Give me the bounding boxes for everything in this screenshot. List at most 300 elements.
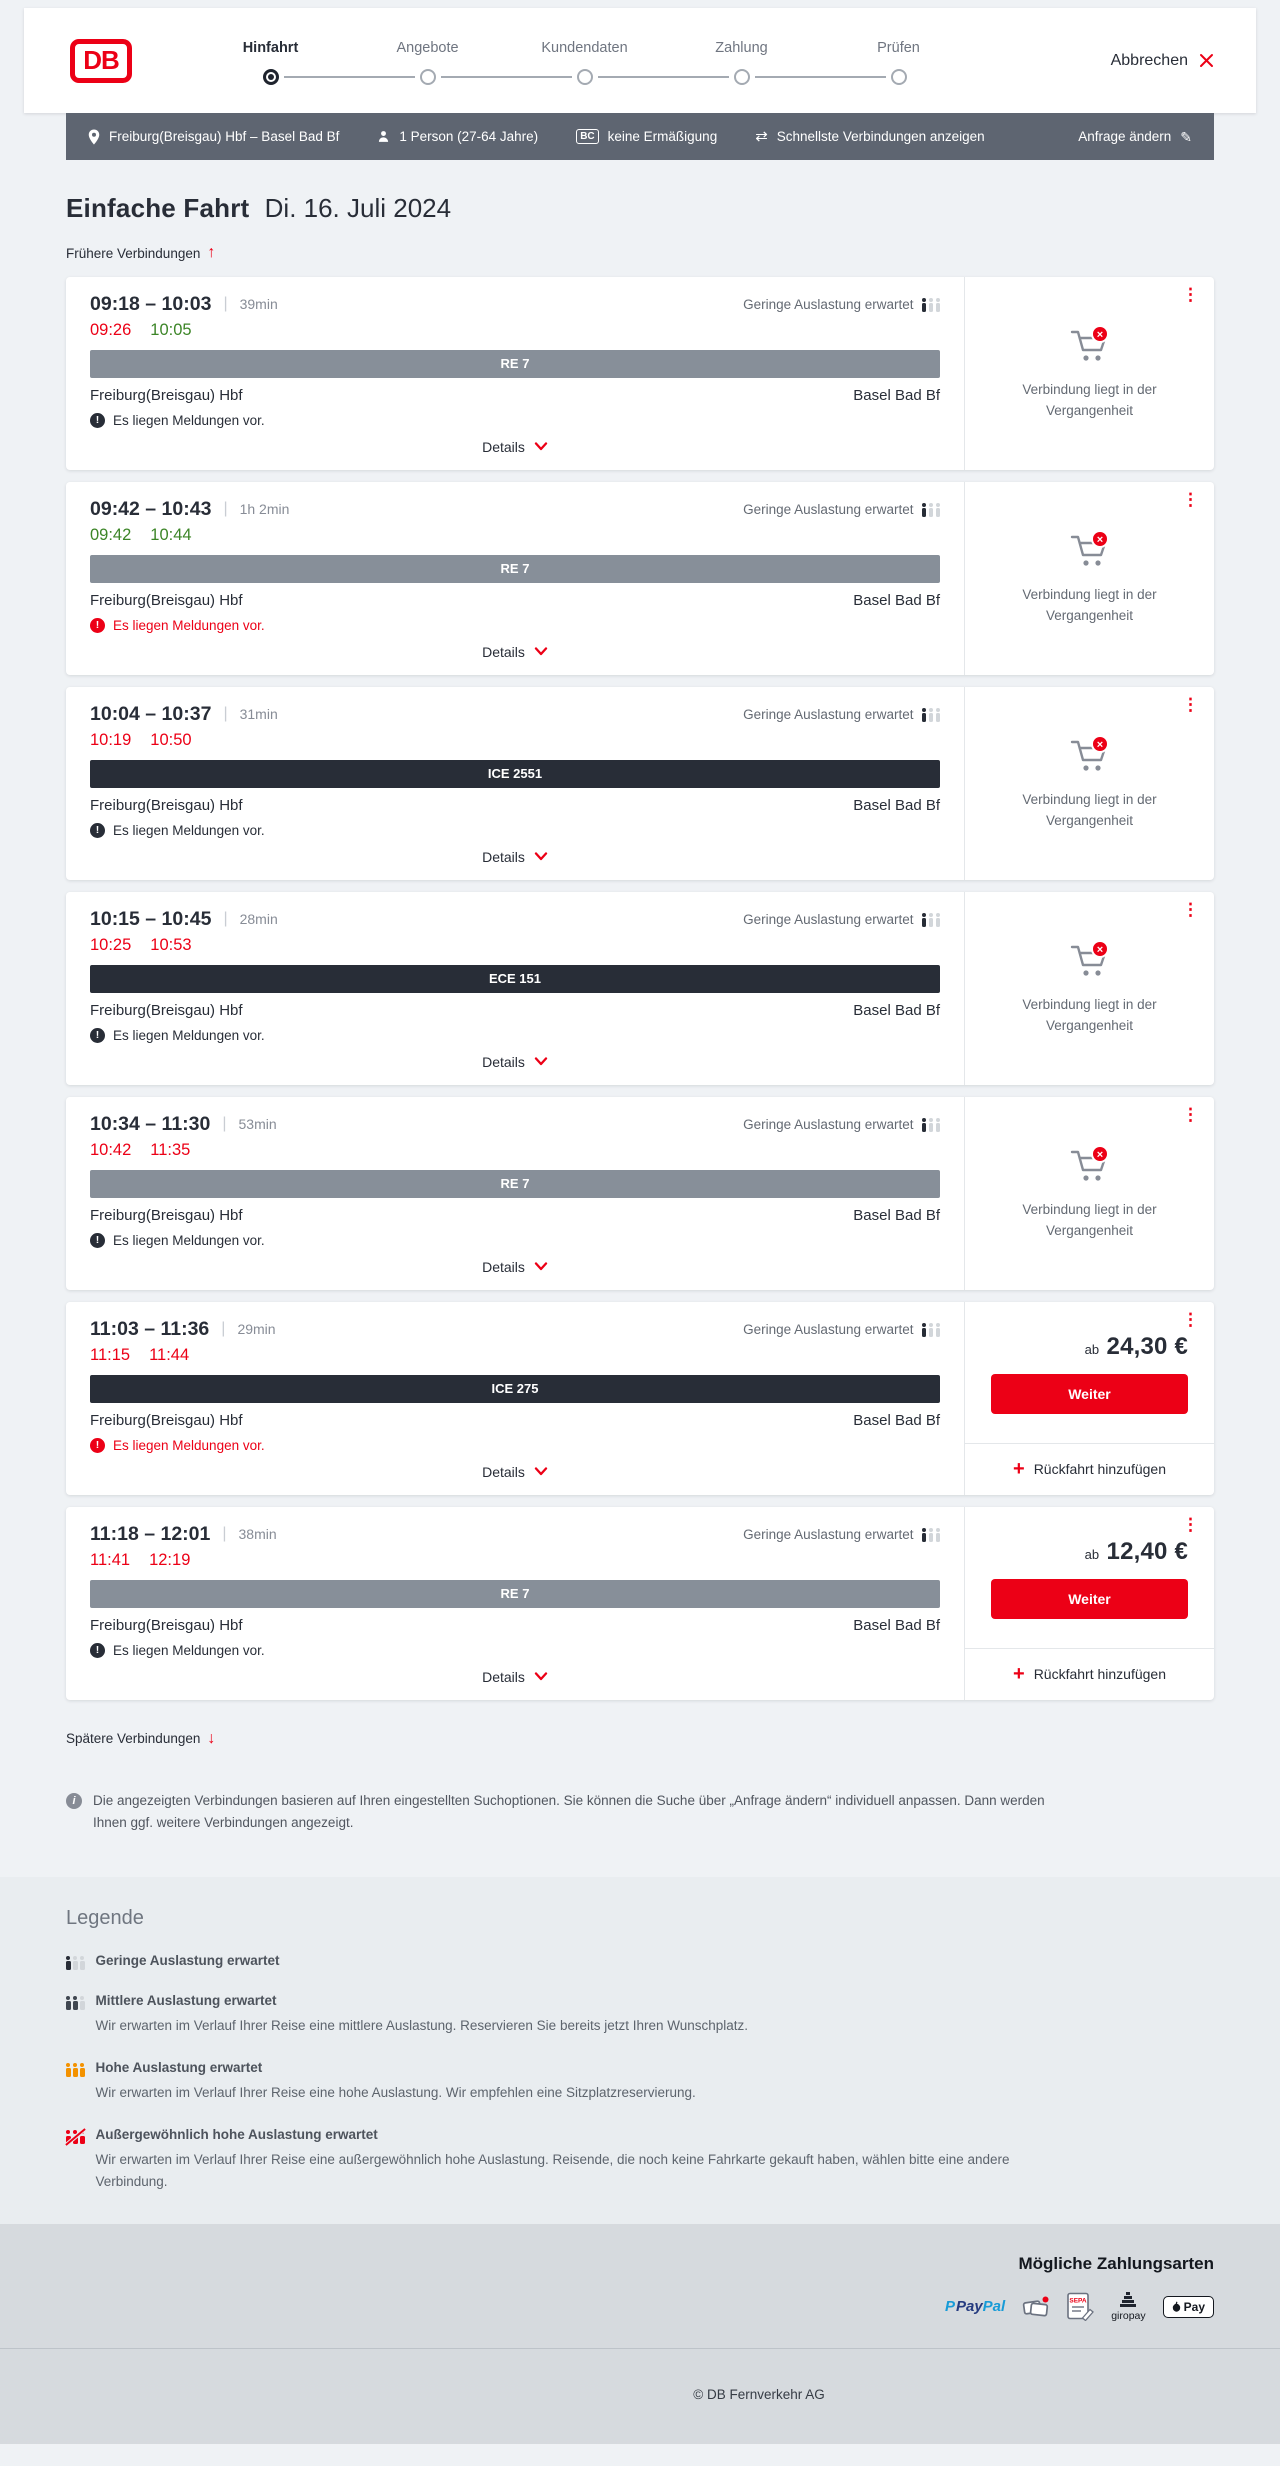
connection-card <box>66 687 1214 880</box>
step-label: Hinfahrt <box>242 40 299 56</box>
occupancy-persons-icon <box>922 707 941 722</box>
connection-card-main <box>66 482 964 675</box>
legend-text <box>96 2127 1016 2194</box>
stepper-step[interactable] <box>663 40 820 85</box>
separator: | <box>223 295 228 312</box>
scheduled-times: 10:15 – 10:45 <box>90 907 212 930</box>
duration: 38min <box>238 1526 277 1542</box>
duration: 1h 2min <box>239 501 290 517</box>
later-connections-label: Spätere Verbindungen <box>66 1731 201 1746</box>
service-message-text: Es liegen Meldungen vor. <box>113 617 265 633</box>
train-name: RE 7 <box>500 1176 530 1191</box>
stations-row <box>90 797 940 814</box>
past-connection-panel <box>965 687 1214 880</box>
legend-label: Hohe Auslastung erwartet <box>95 2059 263 2075</box>
details-label: Details <box>482 1668 525 1685</box>
alert-icon: ! <box>90 1643 105 1658</box>
realtime-arrival: 10:44 <box>150 525 192 544</box>
more-options-button[interactable]: ⋮ <box>1182 899 1199 919</box>
alert-icon: ! <box>90 413 105 428</box>
payment-section <box>0 2224 1280 2348</box>
connection-card <box>66 892 1214 1085</box>
time-row <box>90 498 940 521</box>
stations-row <box>90 592 940 609</box>
details-toggle[interactable] <box>90 849 940 865</box>
scheduled-times: 09:42 – 10:43 <box>90 497 212 520</box>
scheduled-times: 09:18 – 10:03 <box>90 292 212 315</box>
cart-unavailable-icon <box>1067 734 1113 776</box>
connection-card-main <box>66 1302 964 1495</box>
legend-label: Geringe Auslastung erwartet <box>95 1952 280 1968</box>
discount-text: keine Ermäßigung <box>607 129 718 144</box>
add-return-button[interactable] <box>965 1443 1214 1495</box>
price-prefix: ab <box>1084 1546 1100 1562</box>
realtime-arrival: 10:53 <box>150 935 192 954</box>
occupancy-persons-icon <box>922 1322 941 1337</box>
legend-description: Wir erwarten im Verlauf Ihrer Reise eine mittlere Auslastung. Reservieren Sie bereits jetzt Ihren Wunschplatz. <box>95 2017 749 2033</box>
cart-unavailable-icon <box>1067 939 1113 981</box>
connection-card-side <box>964 892 1214 1085</box>
stepper <box>192 40 977 85</box>
service-message-text: Es liegen Meldungen vor. <box>113 822 265 838</box>
creditcard-icon <box>1022 2295 1050 2319</box>
details-label: Details <box>482 643 525 660</box>
more-options-button[interactable]: ⋮ <box>1182 1309 1199 1329</box>
legend-section <box>0 1877 1280 2224</box>
legend-item <box>66 1953 1214 1970</box>
price-value: 24,30 € <box>1106 1332 1188 1360</box>
price-line <box>965 1538 1214 1566</box>
destination-station: Basel Bad Bf <box>853 386 940 404</box>
connection-card-side <box>964 277 1214 470</box>
stations-row <box>90 387 940 404</box>
continue-button[interactable]: Weiter <box>991 1579 1188 1619</box>
details-label: Details <box>482 1258 525 1275</box>
svg-text:×: × <box>1096 1149 1103 1162</box>
connection-card-side <box>964 1302 1214 1495</box>
stepper-step[interactable] <box>349 40 506 85</box>
occupancy-label: Geringe Auslastung erwartet <box>743 1321 914 1337</box>
scheduled-times: 11:03 – 11:36 <box>90 1317 210 1340</box>
realtime-arrival: 10:50 <box>150 730 192 749</box>
service-message-text: Es liegen Meldungen vor. <box>113 412 265 428</box>
step-circle-icon <box>263 69 279 85</box>
connection-card <box>66 1507 1214 1700</box>
service-message-text: Es liegen Meldungen vor. <box>113 1027 265 1043</box>
creditcard-logo <box>1022 2295 1050 2319</box>
route-text: Freiburg(Breisgau) Hbf – Basel Bad Bf <box>109 129 340 144</box>
time-row <box>90 1113 940 1136</box>
destination-station: Basel Bad Bf <box>853 591 940 609</box>
price-panel <box>965 1507 1214 1700</box>
service-message-text: Es liegen Meldungen vor. <box>113 1642 265 1658</box>
service-message <box>90 1233 940 1248</box>
origin-station: Freiburg(Breisgau) Hbf <box>90 796 243 814</box>
occupancy-label: Geringe Auslastung erwartet <box>743 296 914 312</box>
realtime-row <box>90 526 940 545</box>
connection-card <box>66 277 1214 470</box>
time-row <box>90 293 940 316</box>
occupancy-indicator <box>743 1322 940 1337</box>
stepper-step[interactable] <box>192 40 349 85</box>
legend-item <box>66 2127 1214 2194</box>
db-logo[interactable]: DB <box>70 39 132 83</box>
more-options-button[interactable]: ⋮ <box>1182 1514 1199 1534</box>
legend-description: Wir erwarten im Verlauf Ihrer Reise eine hohe Auslastung. Wir empfehlen eine Sitzplatzreservierung. <box>95 2084 696 2100</box>
filter-summary <box>755 129 985 144</box>
service-message <box>90 413 940 428</box>
train-segment-bar <box>90 350 940 378</box>
destination-station: Basel Bad Bf <box>853 1411 940 1429</box>
legend-text <box>96 1993 749 2037</box>
origin-station: Freiburg(Breisgau) Hbf <box>90 591 243 609</box>
realtime-departure: 09:42 <box>90 525 132 544</box>
giropay-icon <box>1120 2292 1136 2308</box>
details-label: Details <box>482 1053 525 1070</box>
duration: 31min <box>239 706 278 722</box>
plus-icon: + <box>1013 1458 1025 1480</box>
price-value: 12,40 € <box>1106 1537 1188 1565</box>
time-row <box>90 703 940 726</box>
details-label: Details <box>482 438 525 455</box>
legend-text <box>96 2060 696 2104</box>
occupancy-indicator <box>743 502 940 517</box>
giropay-logo: giropay <box>1111 2292 1145 2322</box>
earlier-connections-button[interactable] <box>66 245 215 261</box>
details-label: Details <box>482 848 525 865</box>
past-connection-panel <box>965 1097 1214 1290</box>
chevron-down-icon <box>534 442 548 451</box>
search-summary-bar <box>66 113 1214 160</box>
train-segment-bar <box>90 1170 940 1198</box>
realtime-row <box>90 936 940 955</box>
later-connections-button[interactable] <box>66 1731 215 1747</box>
occupancy-indicator <box>743 1527 940 1542</box>
edit-search-label: Anfrage ändern <box>1078 129 1172 144</box>
step-circle-icon <box>420 69 436 85</box>
occupancy-persons-icon <box>922 297 941 312</box>
arrow-down-icon: ↓ <box>207 1729 216 1747</box>
realtime-departure: 10:19 <box>90 730 132 749</box>
realtime-arrival: 10:05 <box>150 320 192 339</box>
legend-description: Wir erwarten im Verlauf Ihrer Reise eine außergewöhnlich hohe Auslastung. Reisende, die noch keine Fahrkarte gekauft haben, wählen bitte eine andere Verbindung. <box>95 2152 1010 2190</box>
svg-text:SEPA: SEPA <box>1069 2297 1087 2305</box>
occupancy-indicator <box>743 297 940 312</box>
person-icon <box>377 130 390 143</box>
info-note-text: Die angezeigten Verbindungen basieren auf Ihren eingestellten Suchoptionen. Sie können die Suche über „Anfrage ändern“ individuell anpassen. Dann werden Ihnen ggf. weitere Verbindungen angezeigt. <box>93 1793 1045 1831</box>
chevron-down-icon <box>534 1672 548 1681</box>
connection-card-side <box>964 482 1214 675</box>
train-name: RE 7 <box>500 561 530 576</box>
realtime-arrival: 11:35 <box>150 1140 191 1159</box>
stations-row <box>90 1002 940 1019</box>
realtime-departure: 10:25 <box>90 935 132 954</box>
info-icon: i <box>66 1793 82 1809</box>
swap-arrows-icon: ⇄ <box>755 128 768 145</box>
origin-station: Freiburg(Breisgau) Hbf <box>90 1206 243 1224</box>
add-return-button[interactable] <box>965 1648 1214 1700</box>
details-label: Details <box>482 1463 525 1480</box>
svg-text:×: × <box>1096 944 1103 957</box>
info-note <box>66 1790 1066 1843</box>
filter-text: Schnellste Verbindungen anzeigen <box>776 129 985 144</box>
past-connection-text: Verbindung liegt in der Vergangenheit <box>1022 997 1157 1033</box>
cancel-label: Abbrechen <box>1110 51 1188 69</box>
realtime-departure: 10:42 <box>90 1140 132 1159</box>
page-footer <box>0 2348 1280 2444</box>
train-name: ICE 2551 <box>487 766 543 781</box>
scheduled-times: 10:34 – 11:30 <box>90 1112 211 1135</box>
connection-card-main <box>66 1097 964 1290</box>
sepa-logo <box>1067 2292 1094 2321</box>
chevron-down-icon <box>534 1262 548 1271</box>
more-options-button[interactable]: ⋮ <box>1182 694 1199 714</box>
chevron-down-icon <box>534 1467 548 1476</box>
destination-station: Basel Bad Bf <box>853 796 940 814</box>
svg-text:×: × <box>1096 534 1103 547</box>
pencil-icon: ✎ <box>1180 128 1192 145</box>
alert-icon: ! <box>90 1233 105 1248</box>
past-connection-panel <box>965 482 1214 675</box>
service-message <box>90 1643 940 1658</box>
price-panel <box>965 1302 1214 1495</box>
service-message <box>90 1438 940 1453</box>
paypal-mark-icon: P <box>944 2298 955 2316</box>
step-label: Angebote <box>396 40 459 56</box>
connection-card <box>66 1302 1214 1495</box>
step-circle-icon <box>577 69 593 85</box>
copyright: © DB Fernverkehr AG <box>693 2386 825 2402</box>
connection-card-main <box>66 687 964 880</box>
passenger-summary <box>377 129 538 144</box>
realtime-row <box>90 321 940 340</box>
alert-icon: ! <box>90 618 105 633</box>
connection-card-main <box>66 892 964 1085</box>
legend-item <box>66 2060 1214 2104</box>
app-header <box>24 8 1256 113</box>
connection-card-side <box>964 1507 1214 1700</box>
destination-station: Basel Bad Bf <box>853 1001 940 1019</box>
origin-station: Freiburg(Breisgau) Hbf <box>90 1001 243 1019</box>
separator: | <box>222 1115 227 1132</box>
train-name: ECE 151 <box>488 971 542 986</box>
duration: 53min <box>238 1116 277 1132</box>
realtime-departure: 09:26 <box>90 320 132 339</box>
add-return-label: Rückfahrt hinzufügen <box>1033 1461 1166 1477</box>
occupancy-persons-icon <box>922 1117 941 1132</box>
continue-button[interactable]: Weiter <box>991 1374 1188 1414</box>
legend-title: Legende <box>66 1906 144 1929</box>
connections-list <box>66 277 1214 1700</box>
train-segment-bar <box>90 965 940 993</box>
occupancy-indicator <box>743 1117 940 1132</box>
occupancy-label: Geringe Auslastung erwartet <box>743 911 914 927</box>
realtime-arrival: 11:44 <box>149 1345 190 1364</box>
realtime-departure: 11:15 <box>90 1345 131 1364</box>
past-connection-panel <box>965 277 1214 470</box>
svg-text:×: × <box>1096 739 1103 752</box>
edit-search-button[interactable] <box>1078 129 1192 144</box>
past-connection-text: Verbindung liegt in der Vergangenheit <box>1022 587 1157 623</box>
price-line <box>965 1333 1214 1361</box>
duration: 29min <box>237 1321 276 1337</box>
step-circle-icon <box>891 69 907 85</box>
connection-card-main <box>66 277 964 470</box>
separator: | <box>223 705 228 722</box>
sepa-icon <box>1067 2292 1094 2321</box>
chevron-down-icon <box>534 647 548 656</box>
details-toggle[interactable] <box>90 1259 940 1275</box>
stepper-step[interactable] <box>820 40 977 85</box>
time-row <box>90 908 940 931</box>
details-toggle[interactable] <box>90 1669 940 1685</box>
occupancy-label: Geringe Auslastung erwartet <box>743 1526 914 1542</box>
step-circle-icon <box>734 69 750 85</box>
realtime-row <box>90 731 940 750</box>
train-name: ICE 275 <box>491 1381 539 1396</box>
occupancy-persons-icon <box>66 1955 85 1970</box>
destination-station: Basel Bad Bf <box>853 1206 940 1224</box>
cancel-button[interactable] <box>1111 52 1214 70</box>
origin-station: Freiburg(Breisgau) Hbf <box>90 1616 243 1634</box>
svg-text:×: × <box>1096 329 1103 342</box>
service-message <box>90 1028 940 1043</box>
close-icon <box>1199 53 1214 68</box>
occupancy-persons-icon <box>66 1995 85 2010</box>
service-message <box>90 618 940 633</box>
cart-unavailable-icon <box>1067 1144 1113 1186</box>
stepper-step[interactable] <box>506 40 663 85</box>
details-toggle[interactable] <box>90 439 940 455</box>
duration: 28min <box>239 911 278 927</box>
train-segment-bar <box>90 1580 940 1608</box>
plus-icon: + <box>1013 1663 1025 1685</box>
price-prefix: ab <box>1084 1341 1100 1357</box>
scheduled-times: 10:04 – 10:37 <box>90 702 212 725</box>
past-connection-panel <box>965 892 1214 1085</box>
cart-unavailable-icon <box>1067 324 1113 366</box>
past-connection-text: Verbindung liegt in der Vergangenheit <box>1022 382 1157 418</box>
separator: | <box>223 500 228 517</box>
results-main <box>66 193 1214 1843</box>
step-label: Kundendaten <box>541 40 628 56</box>
location-pin-icon <box>88 129 100 145</box>
occupancy-indicator <box>743 912 940 927</box>
time-row <box>90 1318 940 1341</box>
alert-icon: ! <box>90 1438 105 1453</box>
paypal-logo: PPayPal <box>944 2298 1006 2316</box>
step-label: Prüfen <box>877 40 920 56</box>
more-options-button[interactable]: ⋮ <box>1182 489 1199 509</box>
connection-card <box>66 1097 1214 1290</box>
separator: | <box>221 1320 226 1337</box>
time-row <box>90 1523 940 1546</box>
more-options-button[interactable]: ⋮ <box>1182 284 1199 304</box>
destination-station: Basel Bad Bf <box>853 1616 940 1634</box>
train-segment-bar <box>90 760 940 788</box>
realtime-departure: 11:41 <box>90 1550 131 1569</box>
chevron-down-icon <box>534 852 548 861</box>
past-connection-text: Verbindung liegt in der Vergangenheit <box>1022 1202 1157 1238</box>
occupancy-label: Geringe Auslastung erwartet <box>743 1116 914 1132</box>
occupancy-label: Geringe Auslastung erwartet <box>743 706 914 722</box>
applepay-logo: Pay <box>1163 2296 1214 2318</box>
apple-icon <box>1172 2301 1181 2312</box>
route-summary <box>88 129 339 145</box>
stations-row <box>90 1207 940 1224</box>
chevron-down-icon <box>534 1057 548 1066</box>
occupancy-persons-icon <box>922 1527 941 1542</box>
payment-icons <box>66 2292 1214 2322</box>
alert-icon: ! <box>90 823 105 838</box>
alert-icon: ! <box>90 1028 105 1043</box>
arrow-up-icon: ↑ <box>207 244 216 261</box>
realtime-row <box>90 1551 940 1570</box>
cart-unavailable-icon <box>1067 529 1113 571</box>
legend-text <box>96 1953 280 1968</box>
connection-card <box>66 482 1214 675</box>
payment-title: Mögliche Zahlungsarten <box>1018 2253 1214 2273</box>
passenger-text: 1 Person (27-64 Jahre) <box>399 129 539 144</box>
occupancy-label: Geringe Auslastung erwartet <box>743 501 914 517</box>
train-name: RE 7 <box>500 1586 530 1601</box>
stations-row <box>90 1412 940 1429</box>
legend-list <box>66 1953 1214 2194</box>
add-return-label: Rückfahrt hinzufügen <box>1033 1666 1166 1682</box>
legend-label: Außergewöhnlich hohe Auslastung erwartet <box>95 2127 378 2143</box>
origin-station: Freiburg(Breisgau) Hbf <box>90 386 243 404</box>
service-message-text: Es liegen Meldungen vor. <box>113 1232 265 1248</box>
connection-card-side <box>964 1097 1214 1290</box>
past-connection-text: Verbindung liegt in der Vergangenheit <box>1022 792 1157 828</box>
legend-label: Mittlere Auslastung erwartet <box>95 1992 277 2008</box>
trip-date: Di. 16. Juli 2024 <box>264 193 452 223</box>
occupancy-persons-icon <box>66 2129 85 2144</box>
scheduled-times: 11:18 – 12:01 <box>90 1522 211 1545</box>
page-title <box>66 193 1214 224</box>
origin-station: Freiburg(Breisgau) Hbf <box>90 1411 243 1429</box>
separator: | <box>223 910 228 927</box>
stations-row <box>90 1617 940 1634</box>
more-options-button[interactable]: ⋮ <box>1182 1104 1199 1124</box>
connection-card-side <box>964 687 1214 880</box>
details-toggle[interactable] <box>90 1054 940 1070</box>
step-label: Zahlung <box>715 40 768 56</box>
occupancy-persons-icon <box>922 912 941 927</box>
occupancy-persons-icon <box>922 502 941 517</box>
duration: 39min <box>239 296 278 312</box>
bahncard-icon: BC <box>576 129 598 144</box>
train-segment-bar <box>90 555 940 583</box>
details-toggle[interactable] <box>90 644 940 660</box>
connection-card-main <box>66 1507 964 1700</box>
legend-item <box>66 1993 1214 2037</box>
realtime-row <box>90 1141 940 1160</box>
realtime-row <box>90 1346 940 1365</box>
train-name: RE 7 <box>500 356 530 371</box>
details-toggle[interactable] <box>90 1464 940 1480</box>
separator: | <box>222 1525 227 1542</box>
earlier-connections-label: Frühere Verbindungen <box>66 245 201 261</box>
service-message <box>90 823 940 838</box>
occupancy-indicator <box>743 707 940 722</box>
train-segment-bar <box>90 1375 940 1403</box>
discount-summary <box>576 129 717 144</box>
service-message-text: Es liegen Meldungen vor. <box>113 1437 265 1453</box>
occupancy-persons-icon <box>66 2062 85 2077</box>
realtime-arrival: 12:19 <box>149 1550 191 1569</box>
trip-type-title: Einfache Fahrt <box>66 193 250 223</box>
